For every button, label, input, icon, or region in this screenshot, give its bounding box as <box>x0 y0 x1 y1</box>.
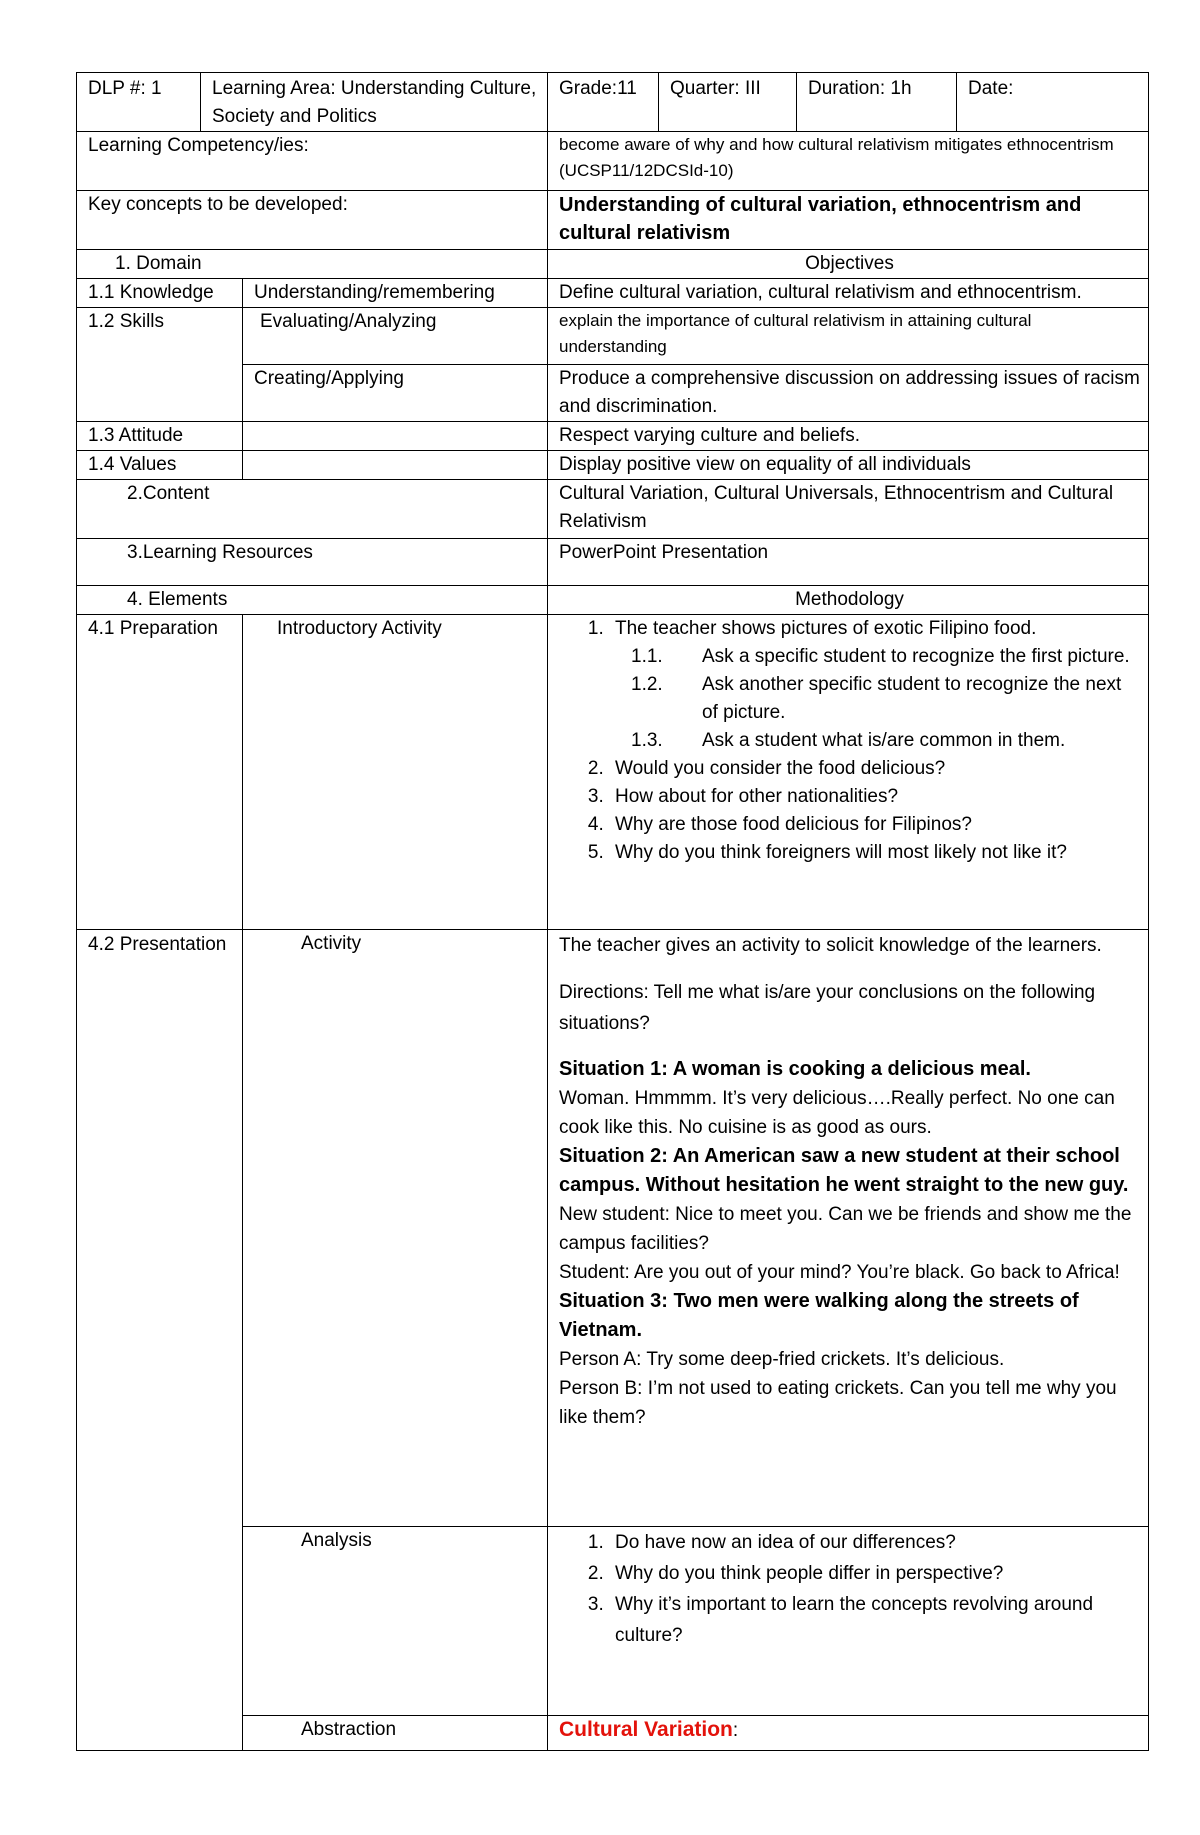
situation-2-dialogue-1: New student: Nice to meet you. Can we be friends and show me the campus facilities? <box>559 1204 1132 1254</box>
preparation-activity: Introductory Activity <box>243 615 548 930</box>
dlp-number: DLP #: 1 <box>77 73 201 132</box>
domain-values: 1.4 Values <box>77 451 243 480</box>
level-understanding: Understanding/remembering <box>243 279 548 308</box>
abstraction-methodology: Cultural Variation: <box>548 1716 1149 1751</box>
methodology-header: Methodology <box>548 586 1149 615</box>
preparation-list-continued <box>559 755 1140 867</box>
situation-3-dialogue-2: Person B: I’m not used to eating crickets. Can you tell me why you like them? <box>559 1378 1117 1428</box>
list-item: 2. Why do you think people differ in perspective? <box>609 1558 1140 1589</box>
objectives-header: Objectives <box>548 250 1149 279</box>
competency-value: become aware of why and how cultural relativism mitigates ethnocentrism (UCSP11/12DCSId-10) <box>548 132 1149 191</box>
level-evaluating: Evaluating/Analyzing <box>243 308 548 365</box>
presentation-activity: Activity <box>243 930 548 1527</box>
list-item: 1.3. Ask a student what is/are common in them. <box>631 730 1066 751</box>
analysis-label: Analysis <box>243 1527 548 1716</box>
objective-skills-1: explain the importance of cultural relativism in attaining cultural understanding <box>548 308 1149 365</box>
domain-header: 1. Domain <box>77 250 548 279</box>
situation-1-dialogue: Woman. Hmmmm. It’s very delicious….Really perfect. No one can cook like this. No cuisine is as good as ours. <box>559 1088 1115 1138</box>
situation-2-title: Situation 2: An American saw a new student at their school campus. Without hesitation he went straight to the new guy. <box>559 1145 1129 1196</box>
list-item: 3. Why it’s important to learn the concepts revolving around culture? <box>609 1589 1140 1651</box>
objective-values: Display positive view on equality of all individuals <box>548 451 1149 480</box>
list-item: 1.1. Ask a specific student to recognize the first picture. <box>631 646 1130 667</box>
date: Date: <box>957 73 1149 132</box>
content-label: 2.Content <box>77 480 548 539</box>
cultural-variation-heading: Cultural Variation <box>559 1718 733 1741</box>
key-concepts-value: Understanding of cultural variation, ethnocentrism and cultural relativism <box>548 191 1149 250</box>
list-item: 1. Do have now an idea of our differences? <box>609 1527 1140 1558</box>
list-item: 2. Would you consider the food delicious? <box>609 755 1140 783</box>
analysis-list <box>559 1527 1140 1651</box>
sub-list <box>559 643 1140 755</box>
objective-skills-2: Produce a comprehensive discussion on addressing issues of racism and discrimination. <box>548 365 1149 422</box>
main-table <box>76 131 1149 1751</box>
objective-knowledge: Define cultural variation, cultural relativism and ethnocentrism. <box>548 279 1149 308</box>
resources-value: PowerPoint Presentation <box>548 539 1149 586</box>
level-attitude <box>243 422 548 451</box>
presentation-directions: Directions: Tell me what is/are your conclusions on the following situations? <box>559 982 1096 1034</box>
situation-3-title: Situation 3: Two men were walking along the streets of Vietnam. <box>559 1290 1079 1341</box>
competency-label: Learning Competency/ies: <box>77 132 548 191</box>
level-values <box>243 451 548 480</box>
level-creating: Creating/Applying <box>243 365 548 422</box>
learning-area: Learning Area: Understanding Culture, Society and Politics <box>201 73 548 132</box>
abstraction-label: Abstraction <box>243 1716 548 1751</box>
list-item: 4. Why are those food delicious for Filipinos? <box>609 811 1140 839</box>
resources-label: 3.Learning Resources <box>77 539 548 586</box>
presentation-methodology <box>548 930 1149 1527</box>
situation-3-dialogue-1: Person A: Try some deep-fried crickets. It’s delicious. <box>559 1349 1005 1370</box>
domain-attitude: 1.3 Attitude <box>77 422 243 451</box>
preparation-methodology <box>548 615 1149 930</box>
list-item: 5. Why do you think foreigners will most likely not like it? <box>609 839 1140 867</box>
preparation-list <box>559 615 1140 643</box>
elements-header: 4. Elements <box>77 586 548 615</box>
lesson-plan-document <box>76 72 1148 1751</box>
situation-1-title: Situation 1: A woman is cooking a delicious meal. <box>559 1058 1031 1080</box>
duration: Duration: 1h <box>797 73 957 132</box>
list-item: 3. How about for other nationalities? <box>609 783 1140 811</box>
key-concepts-label: Key concepts to be developed: <box>77 191 548 250</box>
situation-2-dialogue-2: Student: Are you out of your mind? You’re black. Go back to Africa! <box>559 1262 1120 1283</box>
objective-attitude: Respect varying culture and beliefs. <box>548 422 1149 451</box>
presentation-intro: The teacher gives an activity to solicit knowledge of the learners. <box>559 935 1102 956</box>
list-item: 1. The teacher shows pictures of exotic Filipino food. <box>609 615 1140 643</box>
grade: Grade:11 <box>548 73 659 132</box>
domain-knowledge: 1.1 Knowledge <box>77 279 243 308</box>
analysis-methodology <box>548 1527 1149 1716</box>
presentation-label: 4.2 Presentation <box>77 930 243 1751</box>
header-table <box>76 72 1149 132</box>
content-value: Cultural Variation, Cultural Universals, Ethnocentrism and Cultural Relativism <box>548 480 1149 539</box>
preparation-label: 4.1 Preparation <box>77 615 243 930</box>
list-item: 1.2. Ask another specific student to recognize the next of picture. <box>631 674 1122 723</box>
domain-skills: 1.2 Skills <box>77 308 243 422</box>
quarter: Quarter: III <box>659 73 797 132</box>
